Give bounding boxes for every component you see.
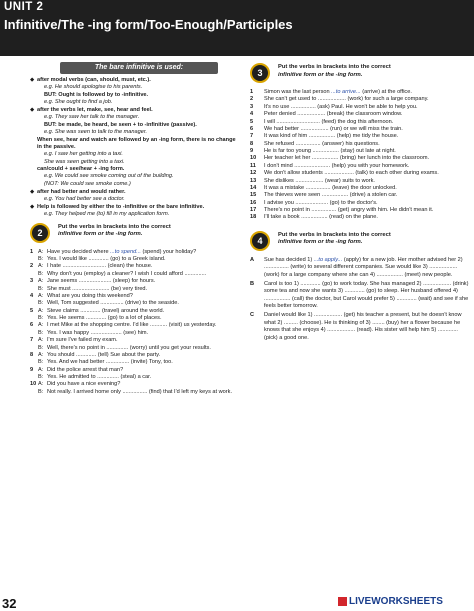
exercise-2-item: [30, 300, 238, 307]
speaker-label: B:: [38, 359, 44, 366]
speaker-label: B:: [38, 270, 44, 277]
exercise-4-paragraph: [250, 257, 470, 279]
exercise-2-item: [30, 278, 238, 285]
item-text: (spend) your holiday?: [140, 248, 197, 255]
item-text: Jane seems ..................... (sleep) for hours.: [47, 278, 156, 285]
exercise-2-item: [30, 359, 238, 366]
item-number: 9: [250, 148, 254, 154]
unit-label: UNIT 2: [4, 1, 44, 13]
unit-title: Infinitive/The -ing form/Too-Enough/Participles: [4, 17, 293, 32]
speaker-label: A:: [38, 292, 44, 299]
rule-line: She was seen getting into a taxi.: [44, 158, 125, 165]
grammar-rule: [30, 189, 238, 204]
speaker-label: B:: [38, 374, 44, 380]
grammar-rules: [30, 77, 238, 219]
item-number: 5: [250, 118, 254, 125]
speaker-label: B:: [38, 300, 44, 307]
exercise-2-item: [30, 330, 238, 337]
item-text: The thieves were seen ................. (drive) a stolen car.: [264, 192, 398, 199]
exercise-4-items: [250, 257, 470, 342]
rule-line: e.g. They saw her talk to the manager.: [44, 114, 140, 121]
item-text: Did the police arrest that man?: [47, 366, 124, 373]
item-text: Steve claims ............. (travel) around the world.: [47, 307, 165, 314]
exercise-2-item: [30, 256, 238, 263]
item-text: Simon was the last person: [264, 89, 332, 95]
item-text: It was a mistake ................ (leave) the door unlocked.: [264, 184, 397, 191]
item-number: 2: [250, 96, 254, 103]
example-answer: ...to spend...: [110, 248, 141, 255]
rule-line: e.g. You had better see a doctor.: [44, 196, 125, 202]
item-number: 7: [30, 337, 34, 344]
item-number: 8: [250, 140, 254, 147]
paragraph-letter: B: [250, 280, 255, 287]
speaker-label: A:: [38, 381, 44, 388]
speaker-label: A:: [38, 307, 44, 314]
item-number: 18: [250, 214, 257, 221]
item-number: 11: [250, 162, 256, 169]
exercise-2-item: [30, 286, 238, 293]
item-text: I'll take a book ................. (read) on the plane.: [264, 214, 378, 221]
item-text: You should ............. (tell) Sue about the party.: [47, 351, 161, 358]
exercise-3-item: [250, 126, 470, 133]
unit-header: [0, 0, 474, 56]
example-answer: ...to arrive...: [331, 89, 361, 95]
item-number: 1: [30, 248, 34, 255]
item-number: 15: [250, 192, 257, 199]
item-text: What are you doing this weekend?: [47, 292, 133, 299]
rule-line: after had better and would rather.: [37, 188, 126, 195]
rule-line: can/could + see/hear + -ing form.: [37, 166, 125, 172]
item-number: 6: [30, 322, 34, 329]
item-text: We had better .................. (run) or we will miss the train.: [264, 125, 403, 132]
speaker-label: A:: [38, 322, 44, 329]
diamond-bullet-icon: ◆: [30, 203, 35, 210]
rule-line: (NOT: We could see smoke come.): [44, 180, 131, 187]
item-text: Did you have a nice evening?: [47, 381, 121, 388]
speaker-label: A:: [38, 278, 44, 285]
item-number: 6: [250, 125, 254, 132]
exercise-2-item: [30, 271, 238, 278]
exercise-3-item: [250, 141, 470, 148]
rule-line: e.g. She was seen to talk to the manager.: [44, 129, 148, 136]
item-text: I hate ............................ (clean) the house.: [47, 263, 153, 270]
exercise-3-item: [250, 119, 470, 126]
rule-line: after modal verbs (can, should, must, etc.).: [37, 77, 151, 83]
speaker-label: A:: [38, 263, 44, 270]
item-number: 3: [250, 103, 254, 110]
rule-line: BUT: Ought is followed by to -infinitive.: [44, 91, 149, 98]
item-text: Her teacher let her ................. (bring) her lunch into the classroom.: [264, 155, 430, 162]
liveworksheets-logo-icon: [338, 597, 347, 606]
item-number: 14: [250, 184, 257, 191]
rule-line: e.g. I saw her getting into a taxi.: [44, 151, 123, 158]
exercise-2-item: [30, 322, 238, 329]
exercise-3-item: [250, 192, 470, 199]
rule-line: e.g. He should apologise to his parents.: [44, 84, 143, 91]
diamond-bullet-icon: ◆: [30, 77, 35, 83]
item-text: (arrive) at the office.: [360, 89, 412, 95]
exercise-3-item: [250, 185, 470, 192]
speaker-label: A:: [38, 366, 44, 373]
item-number: 16: [250, 199, 257, 206]
exercise-3-header: [250, 62, 470, 87]
item-text: Yes. I would like ............. (go) to a Greek island.: [47, 256, 166, 262]
item-text: Well, there's no point in .............. (worry) until you get your results.: [47, 344, 211, 351]
item-text: Yes. He seems ............. (go) to a lot of places.: [47, 315, 162, 321]
speaker-label: A:: [38, 351, 44, 358]
item-number: 13: [250, 177, 257, 184]
exercise-2-item: [30, 293, 238, 300]
item-number: 9: [30, 366, 34, 373]
speaker-label: B:: [38, 329, 44, 336]
exercise-4-number: 4: [250, 231, 270, 251]
exercise-2-item: [30, 352, 238, 359]
grammar-rule: [30, 77, 238, 107]
paragraph-text: Sue has decided 1): [264, 256, 314, 263]
exercise-3-item: [250, 178, 470, 185]
exercise-2-item: [30, 249, 238, 256]
item-number: 17: [250, 207, 257, 213]
exercise-3-item: [250, 89, 470, 96]
exercise-3-item: [250, 111, 470, 118]
item-number: 1: [250, 89, 254, 95]
item-number: 8: [30, 351, 34, 358]
item-number: 5: [30, 307, 34, 314]
item-text: We don't allow students ................... (talk) to each other during exams.: [264, 170, 439, 177]
paragraph-letter: A: [250, 256, 255, 263]
item-text: I'm sure I've failed my exam.: [47, 337, 118, 344]
item-number: 2: [30, 263, 34, 270]
exercise-3-items: [250, 89, 470, 222]
item-text: He is far too young ................. (stay) out late at night.: [264, 148, 396, 154]
item-text: Well, Tom suggested ............... (drive) to the seaside.: [47, 300, 179, 307]
speaker-label: B:: [38, 285, 44, 292]
speaker-label: B:: [38, 315, 44, 321]
item-text: There's no point in ................ (get) angry with him. He didn't mean it.: [264, 207, 434, 213]
rule-line: BUT: be made, be heard, be seen + to -infinitive (passive).: [44, 121, 197, 128]
speaker-label: A:: [38, 248, 44, 255]
exercise-4-instruction: Put the verbs in brackets into the correct infinitive form or the -ing form.: [278, 231, 391, 246]
exercise-4-paragraph: [250, 312, 470, 342]
example-answer: ...to apply...: [313, 256, 343, 263]
item-text: I will ............................ (feed) the dog this afternoon.: [264, 118, 394, 125]
item-text: She refused ................ (answer) his questions.: [264, 140, 380, 147]
exercise-2-item: [30, 263, 238, 270]
item-number: 10: [30, 381, 37, 388]
diamond-bullet-icon: ◆: [30, 107, 35, 113]
brand-footer: [338, 596, 474, 611]
exercise-2-items: [30, 249, 238, 397]
exercise-2-item: [30, 381, 238, 388]
exercise-3-item: [250, 163, 470, 170]
item-text: I don't mind ....................... (help) you with your homework.: [264, 162, 410, 169]
item-text: Why don't you (employ) a cleaner? I wish I could afford ..............: [47, 270, 207, 277]
exercise-2-item: [30, 374, 238, 381]
rule-line: e.g. She ought to find a job.: [44, 99, 113, 106]
grammar-rule: [30, 107, 238, 188]
exercise-2-item: [30, 308, 238, 315]
item-text: Peter denied .................. (break) the classroom window.: [264, 111, 403, 118]
diamond-bullet-icon: ◆: [30, 188, 35, 195]
exercise-3-item: [250, 104, 470, 111]
item-text: I advise you ..................... (go) to the doctor's.: [264, 199, 378, 206]
rule-line: after the verbs let, make, see, hear and feel.: [37, 107, 153, 113]
rule-line: When see, hear and watch are followed by an -ing form, there is no change in the passive.: [37, 136, 236, 150]
exercise-4-paragraph: [250, 281, 470, 311]
exercise-3-item: [250, 207, 470, 214]
page-number: 32: [2, 596, 17, 611]
item-text: Not really. I arrived home only ................ (find) that I'd left my keys at work.: [47, 388, 232, 395]
rule-line: e.g. They helped me (to) fill in my application form.: [44, 211, 170, 218]
rule-line: Help is followed by either the to -infinitive or the bare infinitive.: [37, 203, 205, 210]
item-text: Yes. I was happy .................... (see) him.: [47, 329, 149, 336]
exercise-4-header: [250, 230, 470, 255]
item-number: 4: [250, 111, 254, 118]
paragraph-letter: C: [250, 312, 255, 319]
brand-name: LIVEWORKSHEETS: [349, 596, 443, 607]
exercise-3-item: [250, 96, 470, 103]
grammar-rule: [30, 204, 238, 219]
exercise-2-item: [30, 367, 238, 374]
item-text: She must ........................ (be) very tired.: [47, 285, 148, 292]
item-text: She dislikes .................. (wear) suits to work.: [264, 177, 375, 184]
paragraph-text: Carol is too 1) ............. (go) to work today. She has managed 2) .................. (drink) some tea and now she wants 3) ............. (go) to sleep. Her husband offered 4) ................. (call) the doctor, but Carol would prefer 5) ............. (wait) and see if she feels better tomorrow.: [264, 280, 469, 309]
item-text: I met Mike at the shopping centre. I'd like ........... (visit) us yesterday.: [47, 322, 217, 329]
item-text: Have you decided where: [47, 248, 111, 255]
exercise-2-instruction: Put the verbs in brackets into the correct infinitive form or the -ing form.: [58, 223, 171, 238]
paragraph-text: (apply) for a new job. Her mother advised her 2) ................ (write) to several different companies. Sue would like 3) .................. (work) for a large company where she can 4) ................. (meet) new people.: [264, 256, 463, 278]
speaker-label: B:: [38, 344, 44, 351]
exercise-2-item: [30, 345, 238, 352]
item-number: 7: [250, 133, 254, 140]
exercise-3-item: [250, 148, 470, 155]
exercise-2-header: [30, 222, 238, 247]
item-number: 10: [250, 155, 257, 162]
exercise-2-item: [30, 315, 238, 322]
item-text: She can't get used to .................. (work) for such a large company.: [264, 96, 429, 103]
item-number: 12: [250, 170, 257, 177]
exercise-3-item: [250, 155, 470, 162]
exercise-3-number: 3: [250, 63, 270, 83]
speaker-label: B:: [38, 388, 44, 395]
speaker-label: B:: [38, 256, 44, 262]
item-number: 3: [30, 278, 34, 285]
bare-infinitive-banner: The bare infinitive is used:: [60, 62, 218, 74]
left-column: [30, 62, 238, 396]
item-text: It was kind of him ................. (help) me tidy the house.: [264, 133, 399, 140]
speaker-label: A:: [38, 337, 44, 344]
exercise-2-item: [30, 389, 238, 396]
item-number: 4: [30, 292, 34, 299]
rule-line: e.g. We could see smoke coming out of the building.: [44, 173, 174, 180]
exercise-3-item: [250, 133, 470, 140]
item-text: Yes. He admitted to .............. (steal) a car.: [47, 374, 152, 380]
exercise-3-instruction: Put the verbs in brackets into the correct infinitive form or the -ing form.: [278, 64, 391, 78]
paragraph-text: Daniel would like 1) .................. (get) his teacher a present, but he doesn't know what 2) ......... (choose). He is thinking of 3) ........ (buy) her a flower because he knows that she enjoys 4) .................. (read). His sister will help him 5) ............. (pick) a good one.: [264, 312, 462, 341]
item-text: Yes. And we had better ............... (invite) Tony, too.: [47, 359, 173, 366]
right-column: [250, 62, 470, 344]
exercise-2-item: [30, 337, 238, 344]
exercise-3-item: [250, 200, 470, 207]
item-text: It's no use ................ (ask) Paul. He won't be able to help you.: [264, 103, 418, 110]
exercise-3-item: [250, 214, 470, 221]
exercise-3-item: [250, 170, 470, 177]
exercise-2-number: 2: [30, 223, 50, 243]
